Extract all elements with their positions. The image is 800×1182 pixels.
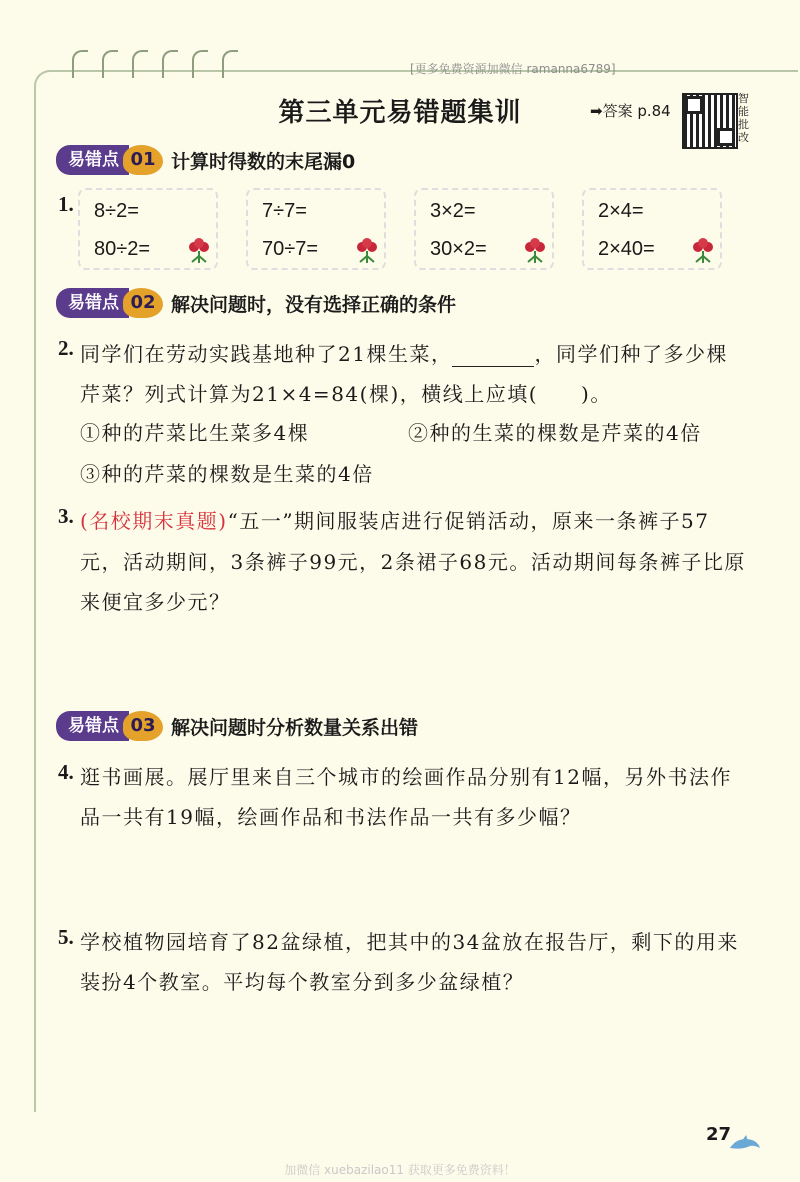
error-point-number: 02 — [123, 288, 163, 318]
error-point-number: 01 — [123, 145, 163, 175]
question-4-line-1: 逛书画展。展厅里来自三个城市的绘画作品分别有12幅，另外书法作 — [80, 765, 732, 789]
page-title: 第三单元易错题集训 — [278, 98, 522, 128]
exam-source-tag: (名校期末真题) — [80, 509, 228, 533]
calc-item: 3×2= — [430, 200, 476, 222]
error-point-number: 03 — [123, 711, 163, 741]
calc-box — [246, 188, 386, 270]
question-3-line-1: (名校期末真题)“五一”期间服装店进行促销活动，原来一条裤子57 — [80, 509, 710, 533]
option-1[interactable]: ①种的芹菜比生菜多4棵 — [80, 421, 310, 445]
section-header-02 — [56, 286, 456, 320]
flower-icon — [354, 238, 380, 264]
watermark-top: [更多免费资源加微信 ramanna6789] — [410, 62, 616, 76]
calc-item: 2×4= — [598, 200, 644, 222]
answer-blank[interactable] — [452, 344, 534, 367]
section-header-01 — [56, 143, 355, 177]
section-title: 计算时得数的末尾漏0 — [171, 150, 356, 173]
smart-grading-label: 智 能 批 改 — [738, 92, 749, 144]
error-point-badge: 易错点 — [56, 145, 129, 175]
calc-item: 8÷2= — [94, 200, 139, 222]
question-3-line-3: 来便宜多少元？ — [80, 590, 231, 614]
calc-item: 7÷7= — [262, 200, 307, 222]
calc-box — [582, 188, 722, 270]
question-2-line-2: 芹菜？列式计算为21×4=84(棵)，横线上应填( )。 — [80, 382, 612, 406]
flower-icon — [186, 238, 212, 264]
question-3-line-2: 元，活动期间，3条裤子99元，2条裙子68元。活动期间每条裤子比原 — [80, 550, 746, 574]
section-title: 解决问题时，没有选择正确的条件 — [171, 293, 457, 316]
option-2[interactable]: ②种的生菜的棵数是芹菜的4倍 — [408, 421, 702, 445]
question-5-line-1: 学校植物园培育了82盆绿植，把其中的34盆放在报告厅，剩下的用来 — [80, 930, 739, 954]
qr-code-icon[interactable] — [682, 93, 738, 149]
page-number: 27 — [706, 1124, 732, 1145]
dolphin-icon — [728, 1134, 762, 1154]
calc-box — [414, 188, 554, 270]
question-4-line-2: 品一共有19幅，绘画作品和书法作品一共有多少幅？ — [80, 805, 582, 829]
flower-icon — [522, 238, 548, 264]
answer-reference: ➡答案 p.84 — [590, 102, 671, 120]
calc-item: 2×40= — [598, 238, 655, 260]
calc-item: 70÷7= — [262, 238, 319, 260]
option-3[interactable]: ③种的芹菜的棵数是生菜的4倍 — [80, 462, 374, 486]
question-5-line-2: 装扮4个教室。平均每个教室分到多少盆绿植？ — [80, 970, 525, 994]
question-number: 4. — [58, 760, 74, 784]
watermark-bottom: 加微信 xuebazilao11 获取更多免费资料！ — [284, 1163, 516, 1177]
flower-icon — [690, 238, 716, 264]
question-number: 3. — [58, 504, 74, 528]
calc-item: 80÷2= — [94, 238, 151, 260]
question-2-line-1: 同学们在劳动实践基地种了21棵生菜， ，同学们种了多少棵 — [80, 342, 728, 366]
error-point-badge: 易错点 — [56, 711, 129, 741]
question-number: 1. — [58, 192, 74, 216]
section-title: 解决问题时分析数量关系出错 — [171, 716, 419, 739]
calc-box — [78, 188, 218, 270]
section-header-03 — [56, 709, 418, 743]
question-number: 5. — [58, 925, 74, 949]
question-number: 2. — [58, 336, 74, 360]
error-point-badge: 易错点 — [56, 288, 129, 318]
calc-item: 30×2= — [430, 238, 487, 260]
